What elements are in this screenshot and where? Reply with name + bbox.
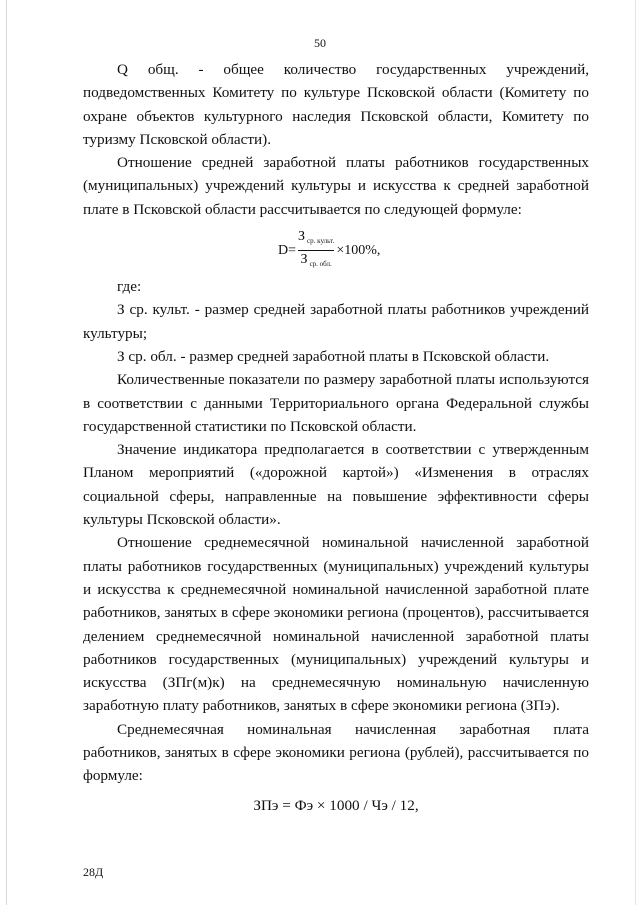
formula-rhs: ×100%, bbox=[336, 242, 381, 258]
fraction-bar bbox=[298, 250, 334, 251]
formula-lhs: D= bbox=[278, 242, 297, 258]
formula-denominator-subscript: ср. обл. bbox=[309, 260, 332, 269]
formula-economy-salary: ЗПэ = Фэ × 1000 / Чэ / 12, bbox=[253, 796, 419, 814]
paragraph-indicator-value: Значение индикатора предполагается в соответствии с утвержденным Планом мероприятий («дорожной картой») «Изменения в отраслях социальной сферы, направленные на повышение эффективности сферы культуры Псковской области». bbox=[83, 441, 589, 529]
scan-edge-right bbox=[635, 0, 636, 905]
scan-edge-left bbox=[6, 0, 7, 905]
paragraph-nominal-salary-ratio: Отношение среднемесячной номинальной начисленной заработной платы работников государственных (муниципальных) учреждений культуры и искусства к среднемесячной номинальной начисленной заработной плате работников, занятых в сфере экономики региона (процентов), рассчитывается делением среднемесячной номинальной начисленной заработной платы работников государственных (муниципальных) учреждений культуры и искусства (ЗПг(м)к) на среднемесячную номинальную начисленную заработную плату работников, занятых в сфере экономики региона (ЗПэ). bbox=[83, 534, 589, 715]
paragraph-economy-salary: Среднемесячная номинальная начисленная заработная плата работников, занятых в сфере экономики региона (рублей), рассчитывается по формуле: bbox=[83, 720, 589, 785]
formula-numerator: З bbox=[298, 229, 306, 245]
footer-code: 28Д bbox=[83, 865, 104, 879]
formula-denominator: З bbox=[300, 252, 308, 268]
where-label: где: bbox=[117, 278, 142, 296]
formula-fraction bbox=[298, 229, 334, 272]
page-number: 50 bbox=[314, 36, 326, 50]
paragraph-salary-ratio: Отношение средней заработной платы работников государственных (муниципальных) учреждений культуры и искусства к средней заработной плате в Псковской области рассчитывается по следующей формуле: bbox=[83, 154, 589, 218]
document-body bbox=[83, 58, 589, 817]
formula-numerator-subscript: ср. культ. bbox=[307, 237, 335, 246]
definition-region-salary: З ср. обл. - размер средней заработной платы в Псковской области. bbox=[117, 347, 550, 365]
formula-salary-ratio bbox=[83, 223, 589, 275]
paragraph-q-total: Q общ. - общее количество государственных учреждений, подведомственных Комитету по культуре Псковской области (Комитету по охране объектов культурного наследия Псковской области, Комитету по туризму Псковской области). bbox=[83, 61, 589, 148]
paragraph-data-source: Количественные показатели по размеру заработной платы используются в соответствии с данными Территориального органа Федеральной службы государственной статистики по Псковской области. bbox=[83, 371, 589, 435]
definition-culture-salary: З ср. культ. - размер средней заработной платы работников учреждений культуры; bbox=[83, 301, 589, 342]
